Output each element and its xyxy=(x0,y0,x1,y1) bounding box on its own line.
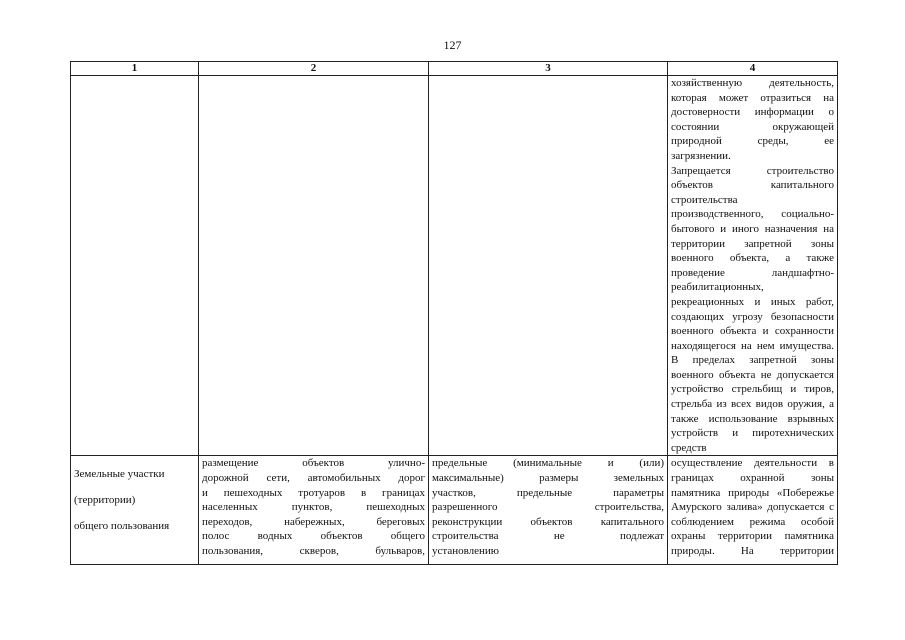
text-line: объектов капитального xyxy=(671,179,834,192)
text-line: рекреационных и иных работ, xyxy=(671,295,834,308)
row2-col1 xyxy=(71,456,199,565)
text-line: состоянии окружающей xyxy=(671,120,834,133)
text-line: средств xyxy=(671,441,707,454)
text-line: которая может отразиться на xyxy=(671,91,834,104)
row1-col4 xyxy=(668,76,838,456)
text-line: пользования, скверов, бульваров, xyxy=(202,545,425,557)
row1-col2 xyxy=(199,76,429,456)
text-line: бытового и иного назначения на xyxy=(671,222,834,235)
zoning-table xyxy=(70,61,838,565)
text-line: предельные (минимальные и (или) xyxy=(432,457,664,470)
table-row xyxy=(71,456,838,565)
row1-col3 xyxy=(429,76,668,456)
text-line: природы. На территории xyxy=(671,545,834,557)
text-line: Земельные участки xyxy=(74,468,165,481)
text-line: соблюдением режима особой xyxy=(671,515,834,528)
page-number: 127 xyxy=(443,38,462,52)
row2-col4 xyxy=(668,456,838,565)
text-line: устройство стрельбищ и тиров, xyxy=(671,383,834,396)
text-line: строительства не подлежат xyxy=(432,530,664,543)
text-line: хозяйственную деятельность, xyxy=(671,77,834,89)
text-line: реабилитационных, xyxy=(671,281,764,294)
text-line: достоверности информации о xyxy=(671,106,834,119)
text-line: размещение объектов улично- xyxy=(202,457,425,470)
text-line: дорожной сети, автомобильных дорог xyxy=(202,472,425,485)
text-line: и пешеходных тротуаров в границах xyxy=(202,486,425,499)
text-line: переходов, набережных, береговых xyxy=(202,515,425,528)
text-line: (территории) xyxy=(74,494,136,507)
table-row xyxy=(71,76,838,456)
text-line: создающих угрозу безопасности xyxy=(671,310,834,323)
text-line: военного объекта, а также xyxy=(671,252,834,265)
text-line: охраны территории памятника xyxy=(671,530,834,543)
text-line: Амурского залива» допускается с xyxy=(671,501,834,514)
text-line: территории запретной зоны xyxy=(671,237,834,250)
text-line: строительства xyxy=(671,193,738,206)
text-line: военного объекта не допускается xyxy=(671,368,834,381)
header-col-1: 1 xyxy=(71,62,199,76)
text-line: полос водных объектов общего xyxy=(202,530,425,543)
text-line: производственного, социально- xyxy=(671,208,834,221)
row2-col3 xyxy=(429,456,668,565)
text-line: реконструкции объектов капитального xyxy=(432,515,664,528)
table-header-row xyxy=(71,62,838,76)
text-line: стрельба из всех видов оружия, а xyxy=(671,398,834,411)
text-line: также использование взрывных xyxy=(671,412,834,425)
text-line: находящегося на нем имущества. xyxy=(671,339,834,352)
text-line: осуществление деятельности в xyxy=(671,457,834,470)
text-line: населенных пунктов, пешеходных xyxy=(202,501,425,514)
row2-col2 xyxy=(199,456,429,565)
header-col-3: 3 xyxy=(429,62,668,76)
text-line: максимальные) размеры земельных xyxy=(432,472,664,485)
text-line: Запрещается строительство xyxy=(671,164,834,177)
text-line: границах охранной зоны xyxy=(671,472,834,485)
header-col-4: 4 xyxy=(668,62,838,76)
text-line: общего пользования xyxy=(74,519,170,532)
row1-col1 xyxy=(71,76,199,456)
text-line: проведение ландшафтно- xyxy=(671,266,834,279)
text-line: разрешенного строительства, xyxy=(432,501,664,514)
text-line: установлению xyxy=(432,545,500,557)
text-line: участков, предельные параметры xyxy=(432,486,664,499)
text-line: природной среды, ее xyxy=(671,135,834,148)
text-line: устройств и пиротехнических xyxy=(671,427,834,440)
text-line: загрязнении. xyxy=(671,149,731,162)
text-line: военного объекта и сохранности xyxy=(671,325,834,338)
header-col-2: 2 xyxy=(199,62,429,76)
text-line: памятника природы «Побережье xyxy=(671,486,834,499)
text-line: В пределах запретной зоны xyxy=(671,354,834,367)
